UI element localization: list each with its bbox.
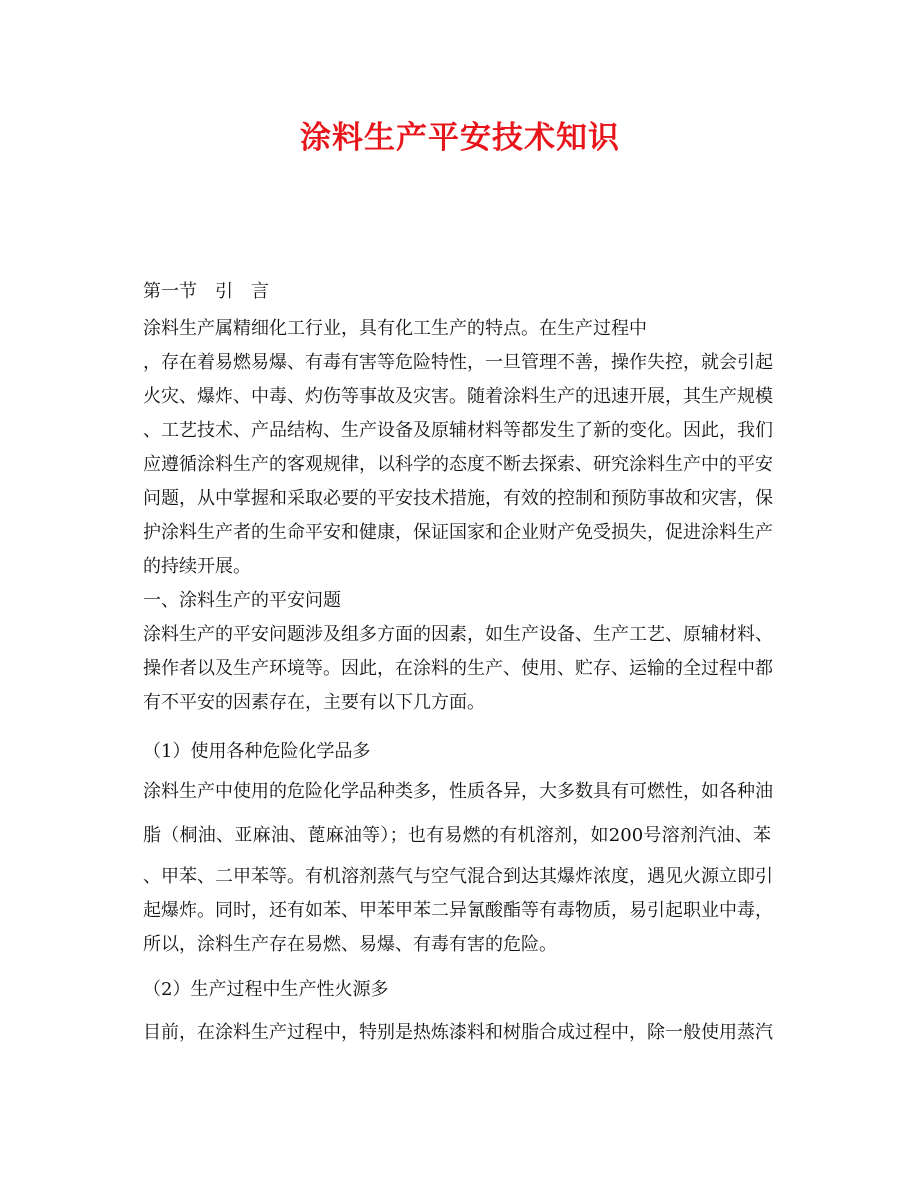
intro-line-3: 火灾、爆炸、中毒、灼伤等事故及灾害。随着涂料生产的迅速开展，其生产规模 <box>143 386 773 407</box>
item2-line-1: 目前，在涂料生产过程中，特别是热炼漆料和树脂合成过程中，除一般使用蒸汽 <box>143 1022 773 1043</box>
item1-line-2: 脂（桐油、亚麻油、蓖麻油等）；也有易燃的有机溶剂，如200号溶剂汽油、苯 <box>143 825 771 846</box>
para1-line-3: 有不平安的因素存在，主要有以下几方面。 <box>143 692 485 713</box>
intro-line-8: 的持续开展。 <box>143 556 251 577</box>
document-title: 涂料生产平安技术知识 <box>300 120 620 156</box>
para1-line-1: 涂料生产的平安问题涉及组多方面的因素，如生产设备、生产工艺、原辅材料、 <box>143 624 773 645</box>
intro-line-6: 问题，从中掌握和采取必要的平安技术措施，有效的控制和预防事故和灾害，保 <box>143 488 773 509</box>
intro-line-5: 应遵循涂料生产的客观规律，以科学的态度不断去探索、研究涂料生产中的平安 <box>143 454 773 475</box>
item1-line-5: 所以，涂料生产存在易燃、易爆、有毒有害的危险。 <box>143 934 557 955</box>
item1-line-4: 起爆炸。同时，还有如苯、甲苯甲苯二异氰酸酯等有毒物质，易引起职业中毒， <box>143 900 773 921</box>
item1-line-3: 、甲苯、二甲苯等。有机溶剂蒸气与空气混合到达其爆炸浓度，遇见火源立即引 <box>143 866 773 887</box>
item2-heading: （2）生产过程中生产性火源多 <box>143 979 389 1000</box>
intro-line-2: ，存在着易燃易爆、有毒有害等危险特性，一旦管理不善，操作失控，就会引起 <box>143 352 773 373</box>
intro-line-7: 护涂料生产者的生命平安和健康，保证国家和企业财产免受损失，促进涂料生产 <box>143 522 773 543</box>
para1-line-2: 操作者以及生产环境等。因此，在涂料的生产、使用、贮存、运输的全过程中都 <box>143 658 773 679</box>
item1-line-1: 涂料生产中使用的危险化学品种类多，性质各异，大多数具有可燃性，如各种油 <box>143 781 773 802</box>
subheading-safety-issues: 一、涂料生产的平安问题 <box>143 590 341 611</box>
section-heading: 第一节 引 言 <box>143 281 269 302</box>
intro-line-1: 涂料生产属精细化工行业，具有化工生产的特点。在生产过程中 <box>143 318 647 339</box>
item1-heading: （1）使用各种危险化学品多 <box>143 741 371 762</box>
intro-line-4: 、工艺技术、产品结构、生产设备及原辅材料等都发生了新的变化。因此，我们 <box>143 420 773 441</box>
